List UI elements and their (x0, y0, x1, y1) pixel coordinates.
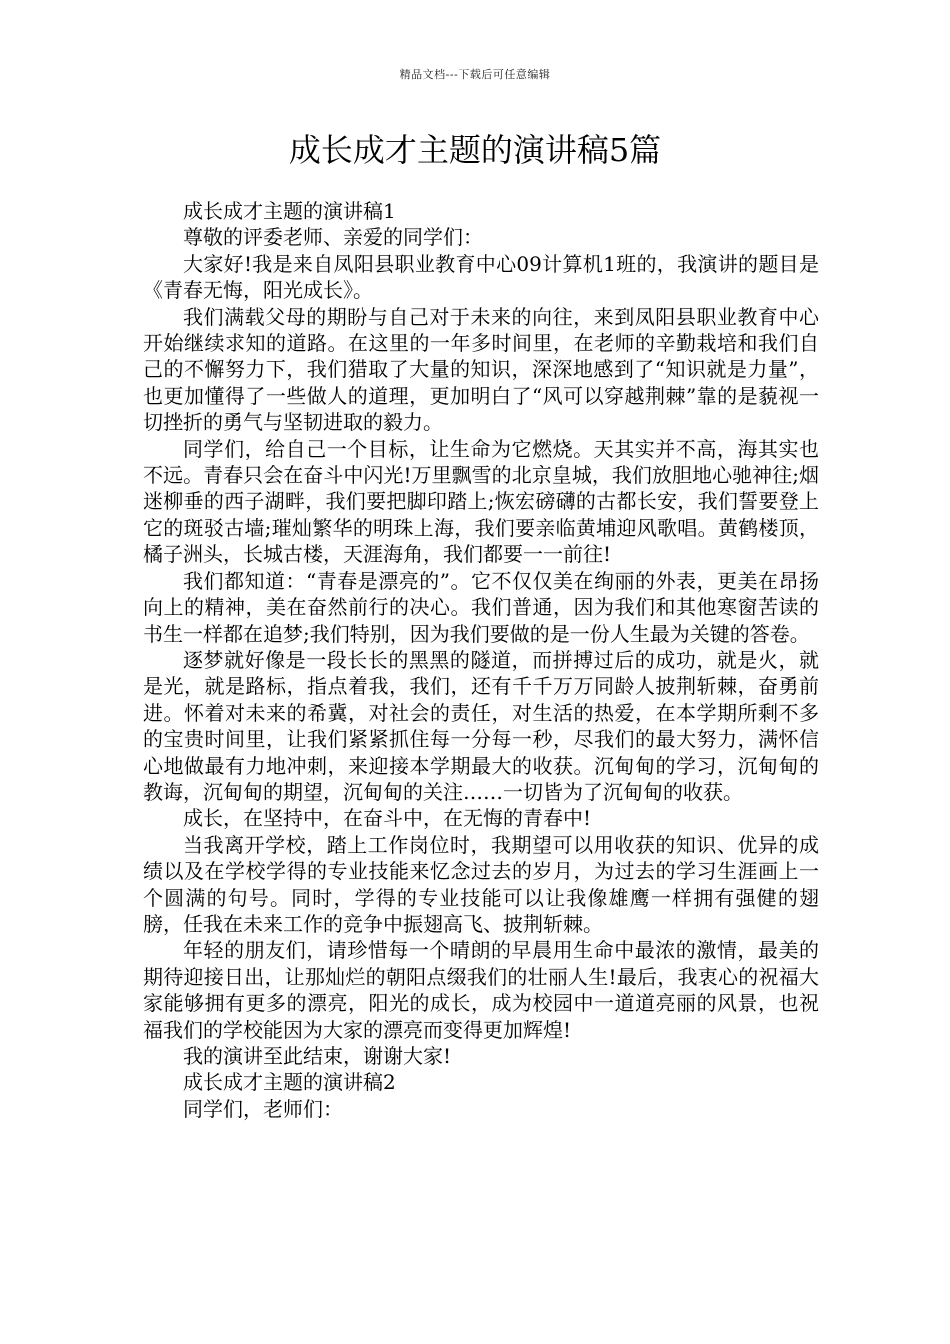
speech-heading-1: 成长成才主题的演讲稿1 (183, 199, 396, 223)
speech-heading-2: 成长成才主题的演讲稿2 (183, 1070, 396, 1095)
document-body (143, 198, 819, 1122)
header-note: 精品文档---下载后可任意编辑 (399, 68, 551, 81)
body-paragraph: 成长，在坚持中，在奋斗中，在无悔的青春中! (183, 806, 592, 831)
document-title: 成长成才主题的演讲稿5篇 (288, 131, 662, 169)
salutation: 同学们，老师们： (183, 1096, 343, 1121)
closing-line: 我的演讲至此结束，谢谢大家! (183, 1044, 452, 1068)
salutation: 尊敬的评委老师、亲爱的同学们： (183, 225, 483, 250)
body-paragraph: 同学们，给自己一个目标，让生命为它燃烧。天其实并不高，海其实也不远。青春只会在奋斗中闪光!万里飘雪的北京皇城，我们放胆地心驰神往;烟迷柳垂的西子湖畔，我们要把脚印踏上;恢宏磅礴的古都长安，我们誓要登上它的斑驳古墙;璀灿繁华的明珠上海，我们要亲临黄埔迎风歌唱。黄鹤楼顶，橘子洲头，长城古楼，天涯海角，我们都要一一前往! (143, 436, 819, 567)
body-paragraph: 当我离开学校，踏上工作岗位时，我期望可以用收获的知识、优异的成绩以及在学校学得的专业技能来忆念过去的岁月，为过去的学习生涯画上一个圆满的句号。同时，学得的专业技能可以让我像雄鹰一样拥有强健的翅膀，任我在未来工作的竞争中振翅高飞、披荆斩棘。 (143, 832, 819, 936)
body-paragraph: 年轻的朋友们，请珍惜每一个晴朗的早晨用生命中最浓的激情，最美的期待迎接日出，让那灿烂的朝阳点缀我们的壮丽人生!最后，我衷心的祝福大家能够拥有更多的漂亮，阳光的成长，成为校园中一道道亮丽的风景，也祝福我们的学校能因为大家的漂亮而变得更加辉煌! (143, 938, 819, 1042)
body-paragraph: 逐梦就好像是一段长长的黑黑的隧道，而拼搏过后的成功，就是火，就是光，就是路标，指点着我，我们，还有千千万万同龄人披荆斩棘，奋勇前进。怀着对未来的希冀，对社会的责任，对生活的热爱，在本学期所剩不多的宝贵时间里，让我们紧紧抓住每一分每一秒，尽我们的最大努力，满怀信心地做最有力地冲刺，来迎接本学期最大的收获。沉甸甸的学习，沉甸甸的教诲，沉甸甸的期望，沉甸甸的关注……一切皆为了沉甸甸的收获。 (143, 647, 819, 804)
body-paragraph: 我们满载父母的期盼与自己对于未来的向往，来到凤阳县职业教育中心开始继续求知的道路。在这里的一年多时间里，在老师的辛勤栽培和我们自己的不懈努力下，我们猎取了大量的知识，深深地感到了“知识就是力量”，也更加懂得了一些做人的道理，更加明白了“风可以穿越荆棘”靠的是藐视一切挫折的勇气与坚韧进取的毅力。 (143, 304, 819, 435)
body-paragraph: 大家好!我是来自凤阳县职业教育中心09计算机1班的，我演讲的题目是《青春无悔，阳光成长》。 (143, 251, 819, 303)
body-paragraph: 我们都知道：“青春是漂亮的”。它不仅仅美在绚丽的外表，更美在昂扬向上的精神，美在奋然前行的决心。我们普通，因为我们和其他寒窗苦读的书生一样都在追梦;我们特别，因为我们要做的是一份人生最为关键的答卷。 (143, 568, 819, 646)
